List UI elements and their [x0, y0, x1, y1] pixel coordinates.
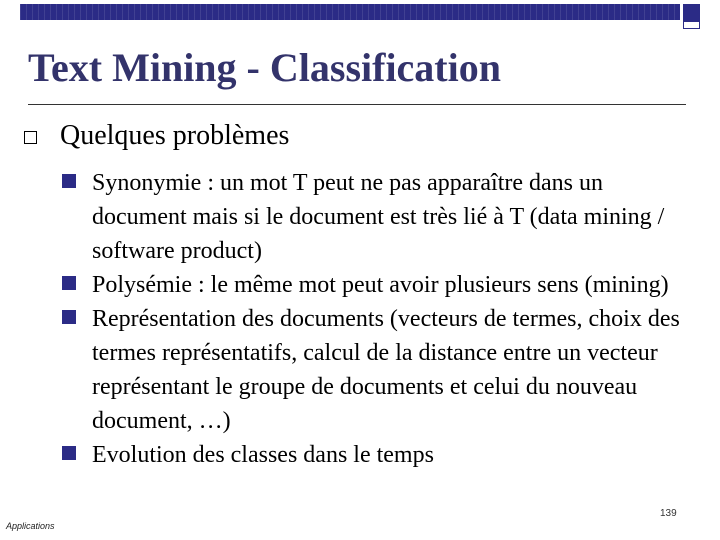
filled-square-bullet-icon	[62, 310, 76, 324]
page-number: 139	[660, 508, 677, 519]
sub-bullet-item	[62, 438, 702, 472]
top-decorative-square	[683, 4, 700, 21]
filled-square-bullet-icon	[62, 174, 76, 188]
slide-title: Text Mining - Classification	[28, 45, 501, 90]
sub-bullet-text: Synonymie : un mot T peut ne pas apparaître dans un document mais si le document est très lié à T (data mining / software product)	[92, 170, 665, 264]
sub-bullet-list	[62, 166, 702, 472]
main-bullet	[24, 120, 684, 152]
sub-bullet-text: Représentation des documents (vecteurs de termes, choix des termes représentatifs, calcul de la distance entre un vecteur représentant le groupe de documents et celui du nouveau document, …)	[92, 306, 680, 434]
sub-bullet-text: Polysémie : le même mot peut avoir plusieurs sens (mining)	[92, 272, 669, 298]
main-bullet-text: Quelques problèmes	[60, 120, 290, 151]
filled-square-bullet-icon	[62, 446, 76, 460]
sub-bullet-text: Evolution des classes dans le temps	[92, 442, 434, 468]
sub-bullet-item	[62, 166, 702, 268]
title-divider	[28, 104, 686, 105]
footer-label: Applications	[6, 521, 55, 531]
top-decorative-bar	[20, 4, 680, 20]
top-decorative-outline-square	[683, 21, 700, 29]
sub-bullet-item	[62, 302, 702, 438]
sub-bullet-item	[62, 268, 702, 302]
filled-square-bullet-icon	[62, 276, 76, 290]
hollow-square-bullet-icon	[24, 131, 37, 144]
